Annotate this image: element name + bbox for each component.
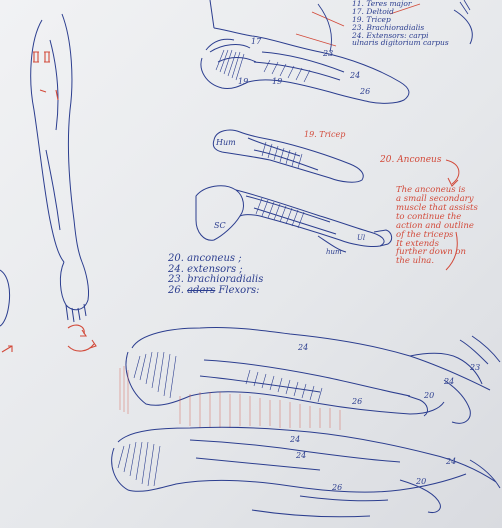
anconeus-note-line: further down on bbox=[396, 247, 466, 258]
struck-word: aders bbox=[187, 284, 216, 296]
shoulder-top-hatching bbox=[216, 50, 310, 82]
tricep-number-b: 19 bbox=[272, 77, 283, 86]
top-list-item: 23. Brachioradialis bbox=[352, 22, 425, 32]
flexors-number: 26 bbox=[360, 87, 371, 96]
legend-item: 24. extensors ; bbox=[168, 263, 243, 275]
anconeus-note bbox=[396, 186, 488, 266]
deltoid-number: 17 bbox=[251, 37, 262, 46]
top-list-item: 19. Tricep bbox=[352, 14, 391, 24]
partial-hand-outline bbox=[0, 270, 10, 326]
anconeus-note-line: of the triceps bbox=[396, 229, 454, 240]
big-fig-label-20: 20 bbox=[424, 391, 435, 400]
back-contour-line bbox=[318, 4, 332, 52]
low-fig-label-24c: 24 bbox=[446, 457, 457, 466]
legend-item: 26. aders Flexors: bbox=[168, 284, 260, 296]
low-fig-label-20: 20 bbox=[416, 477, 427, 486]
big-fig-label-26: 26 bbox=[352, 397, 363, 406]
big-fig-label-23: 23 bbox=[470, 363, 481, 372]
left-arm-red-markings bbox=[2, 52, 96, 352]
low-fig-label-26: 26 bbox=[332, 483, 343, 492]
forearm-large-hatching bbox=[134, 352, 322, 402]
top-list-item: 11. Teres major bbox=[352, 0, 412, 8]
legend-item: 20. anconeus ; bbox=[168, 253, 242, 264]
big-fig-label-24b: 24 bbox=[444, 377, 455, 386]
anconeus-note-line: The anconeus is bbox=[396, 185, 466, 195]
anconeus-note-line: muscle that assists bbox=[396, 202, 478, 213]
anconeus-note-line: action and outline bbox=[396, 220, 474, 231]
extensors-number: 24 bbox=[350, 71, 361, 80]
scapula-label: SC bbox=[214, 221, 226, 230]
top-muscle-list bbox=[352, 0, 456, 47]
top-list-item: 17. Deltoid bbox=[352, 6, 394, 16]
muscle-legend bbox=[168, 254, 318, 296]
low-fig-label-24a: 24 bbox=[290, 435, 301, 444]
corner-scribble bbox=[460, 0, 470, 14]
ulna-label: Ul bbox=[357, 234, 366, 242]
scapula-arm-figure bbox=[196, 186, 392, 252]
anconeus-note-line: It extends bbox=[396, 238, 440, 249]
tricep-number-a: 19 bbox=[238, 77, 249, 86]
forearm-figure-lower bbox=[112, 427, 500, 517]
anconeus-note-line: a small secondary bbox=[396, 193, 474, 204]
forearm-lower-hatching bbox=[118, 442, 160, 486]
big-fig-label-24a: 24 bbox=[298, 343, 309, 352]
legend-item: 23. brachioradialis bbox=[168, 274, 264, 285]
brachioradialis-number: 23 bbox=[323, 49, 334, 58]
humerus-label-tricep: Hum bbox=[216, 138, 236, 147]
side-contour-line bbox=[454, 10, 472, 44]
top-list-item: 24. Extensors: carpi ulnaris digitorium carpus bbox=[352, 30, 449, 48]
anconeus-note-line: the ulna. bbox=[396, 256, 435, 267]
low-fig-label-24b: 24 bbox=[296, 451, 307, 460]
tricep-title: 19. Tricep bbox=[304, 130, 346, 139]
humerus-label-scap: hum bbox=[326, 248, 342, 256]
red-shading-band bbox=[120, 366, 340, 430]
anconeus-note-line: to continue the bbox=[396, 211, 462, 222]
left-arm-figure bbox=[31, 14, 89, 322]
anconeus-label: 20. Anconeus bbox=[380, 155, 442, 165]
forearm-figure-large bbox=[126, 327, 500, 423]
